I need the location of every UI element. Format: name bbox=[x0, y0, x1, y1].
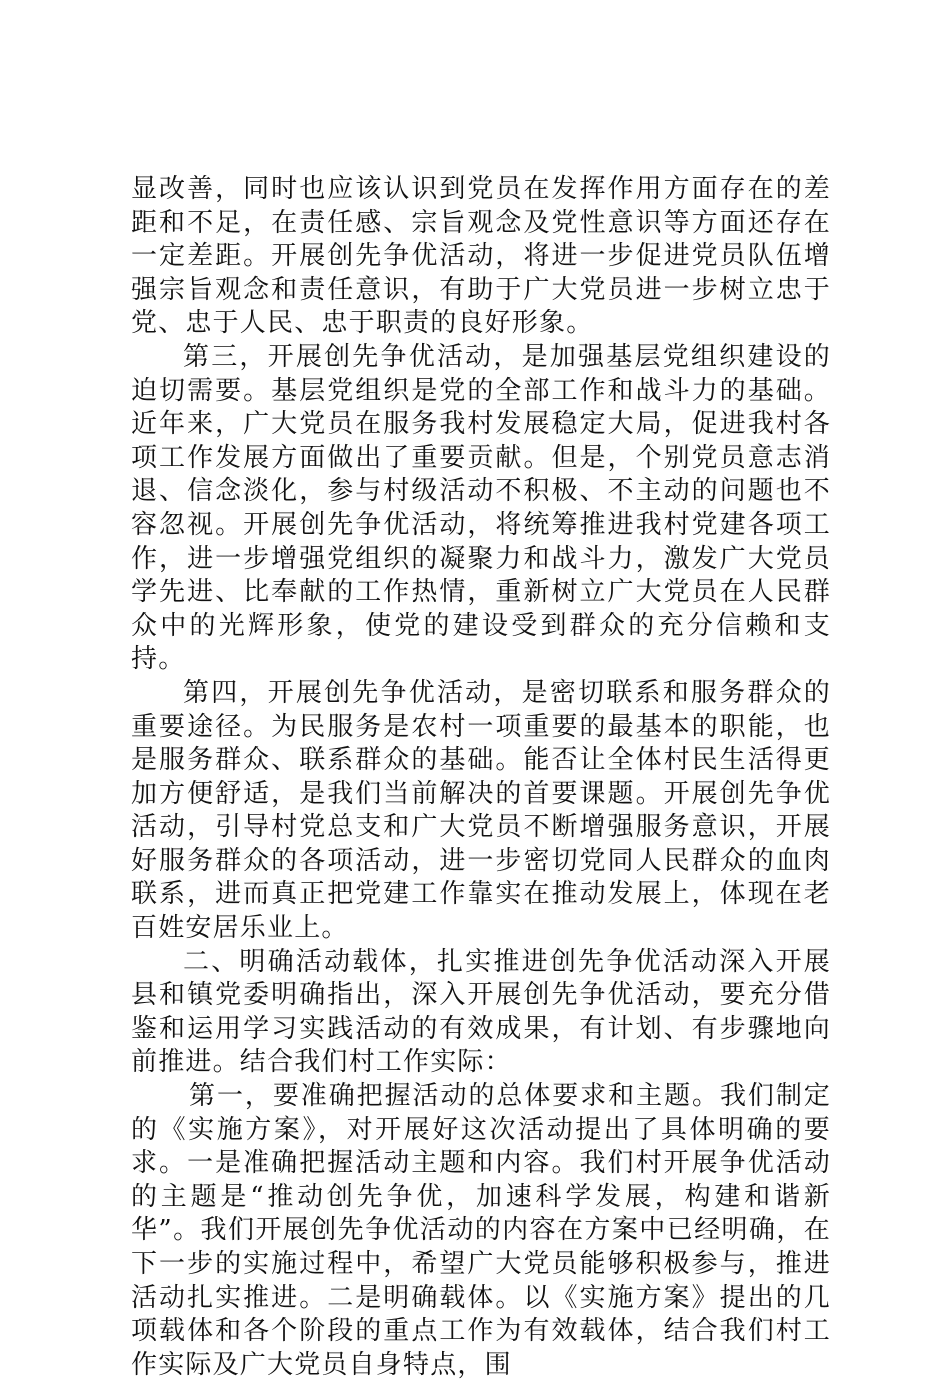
paragraph-fourth-point: 第四，开展创先争优活动，是密切联系和服务群众的重要途径。为民服务是农村一项重要的最基本的职能，也是服务群众、联系群众的基础。能否让全体村民生活得更加方便舒适，是我们当前解决的首要课题。开展创先争优活动，引导村党总支和广大党员不断增强服务意识，开展好服务群众的各项活动，进一步密切党同人民群众的血肉联系，进而真正把党建工作靠实在推动发展上，体现在老百姓安居乐业上。 bbox=[131, 677, 831, 944]
document-body bbox=[131, 173, 831, 1382]
paragraph-section-two: 二、明确活动载体，扎实推进创先争优活动深入开展县和镇党委明确指出，深入开展创先争优活动，要充分借鉴和运用学习实践活动的有效成果，有计划、有步骤地向前推进。结合我们村工作实际： bbox=[131, 946, 831, 1078]
paragraph-third-point: 第三，开展创先争优活动，是加强基层党组织建设的迫切需要。基层党组织是党的全部工作和战斗力的基础。近年来，广大党员在服务我村发展稳定大局，促进我村各项工作发展方面做出了重要贡献。但是，个别党员意志消退、信念淡化，参与村级活动不积极、不主动的问题也不容忽视。开展创先争优活动，将统筹推进我村党建各项工作，进一步增强党组织的凝聚力和战斗力，激发广大党员学先进、比奉献的工作热情，重新树立广大党员在人民群众中的光辉形象，使党的建设受到群众的充分信赖和支持。 bbox=[131, 341, 831, 675]
paragraph-continuation: 显改善，同时也应该认识到党员在发挥作用方面存在的差距和不足，在责任感、宗旨观念及党性意识等方面还存在一定差距。开展创先争优活动，将进一步促进党员队伍增强宗旨观念和责任意识，有助于广大党员进一步树立忠于党、忠于人民、忠于职责的良好形象。 bbox=[131, 174, 831, 339]
paragraph-first-requirement: 第一，要准确把握活动的总体要求和主题。我们制定的《实施方案》，对开展好这次活动提出了具体明确的要求。一是准确把握活动主题和内容。我们村开展争优活动的主题是“推动创先争优，加速科学发展，构建和谐新华”。我们开展创先争优活动的内容在方案中已经明确，在下一步的实施过程中，希望广大党员能够积极参与，推进活动扎实推进。二是明确载体。以《实施方案》提出的几项载体和各个阶段的重点工作为有效载体，结合我们村工作实际及广大党员自身特点，围 bbox=[131, 1081, 831, 1380]
